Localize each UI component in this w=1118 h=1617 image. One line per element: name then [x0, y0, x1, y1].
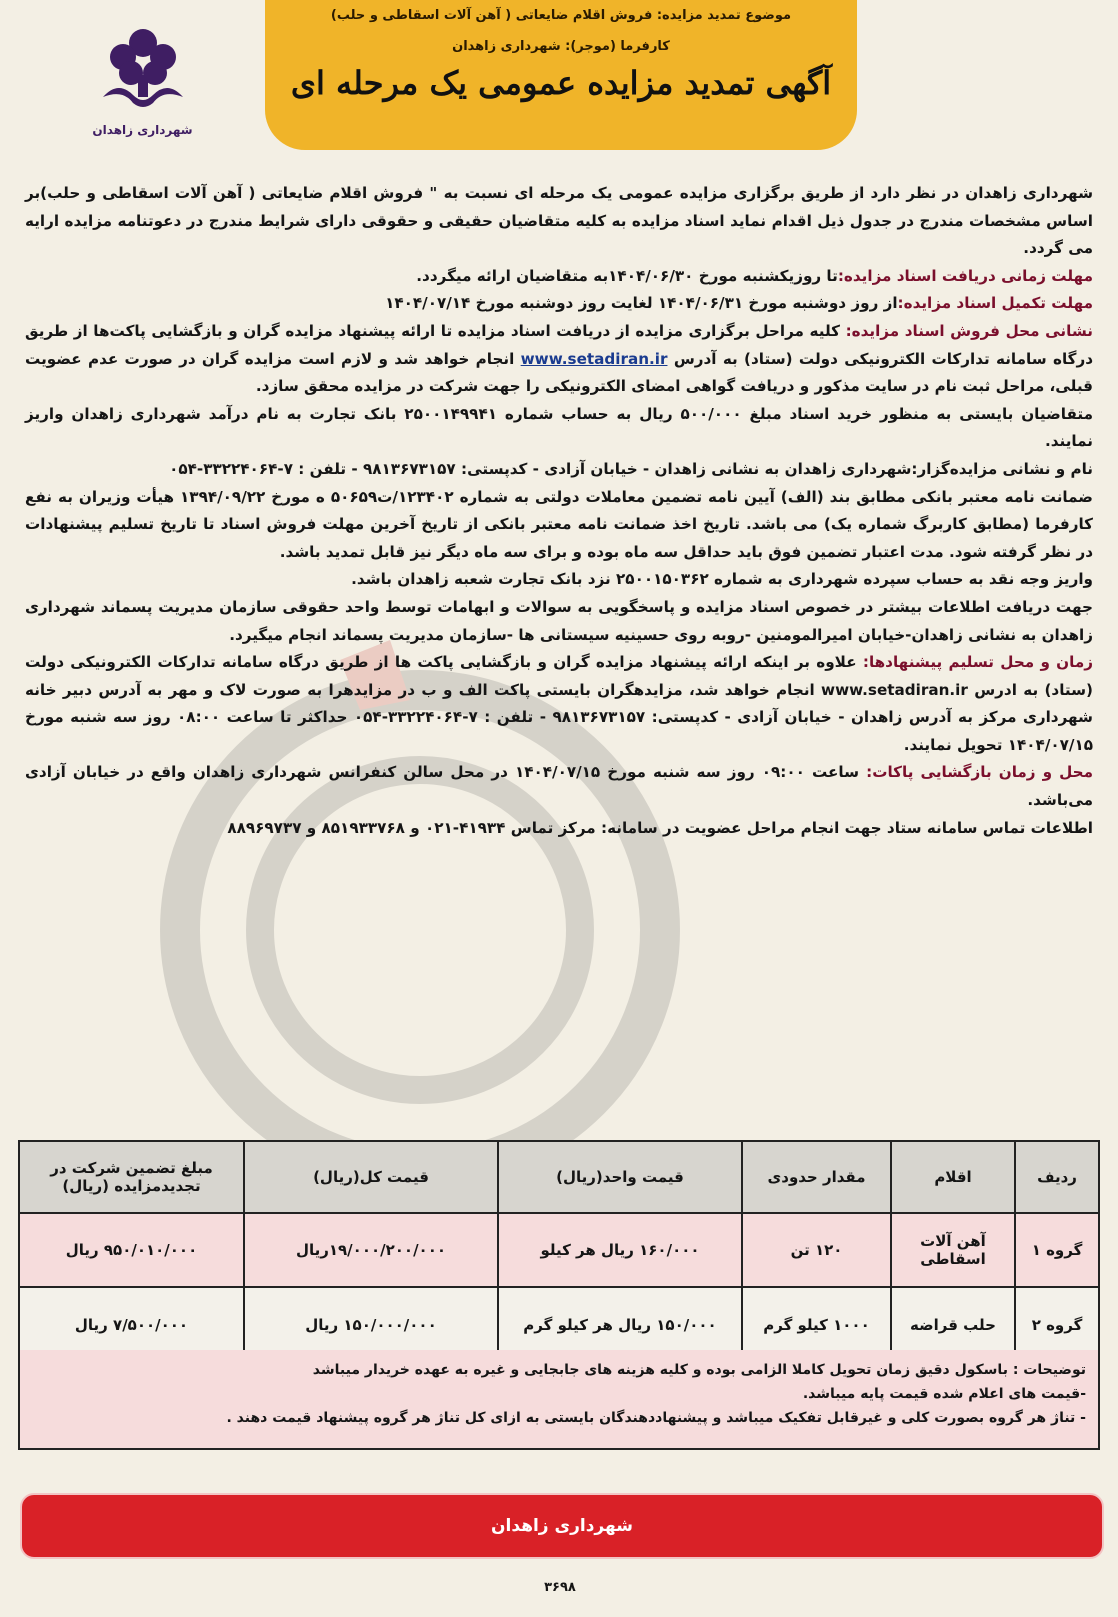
col-header-row: ردیف — [1015, 1141, 1099, 1213]
guarantee-paragraph: ضمانت نامه معتبر بانکی مطابق بند (الف) آیین نامه تضمین معاملات دولتی به شماره ۱۲۳۴۰۲/ت۵۰۶۵۹ ه مورخ ۱۳۹۴/۰۹/۲۲ هیأت وزیران به نفع کارفرما (مطابق کاربرگ شماره یک) می باشد. تاریخ اخذ ضمانت نامه معتبر بانکی از تاریخ آخرین مهلت فروش اسناد تا تاریخ تسلیم پیشنهادات در نظر گرفته شود. مدت اعتبار تضمین فوق باید حداقل سه ماه بوده و برای سه ماه دیگر نیز قابل تمدید باشد. — [25, 487, 1093, 561]
col-header-guarantee: مبلغ تضمین شرکت در تجدیدمزایده (ریال) — [19, 1141, 244, 1213]
notes-box — [18, 1350, 1100, 1450]
col-header-quantity: مقدار حدودی — [742, 1141, 891, 1213]
sale-text-a: کلیه مراحل برگزاری مزایده از دریافت اسناد مزایده تا ارائه پیشنهاد مزایده گران و بازگشایی پاکت‌ها از طریق درگاه سامانه تدارکات الکترونیکی دولت (ستاد) به آدرس — [25, 321, 1094, 368]
auction-items-table — [18, 1140, 1100, 1364]
contact-line: اطلاعات تماس سامانه ستاد جهت انجام مراحل عضویت در سامانه: مرکز تماس ۴۱۹۳۴-۰۲۱ و ۸۵۱۹۳۳۷۶۸ و ۸۸۹۶۹۷۳۷ — [227, 818, 1093, 837]
employer-line: کارفرما (موجر): شهرداری زاهدان — [452, 39, 670, 54]
cell-unit-price: ۱۵۰/۰۰۰ ریال هر کیلو گرم — [498, 1287, 742, 1363]
cell-guarantee: ۹۵۰/۰۱۰/۰۰۰ ریال — [19, 1213, 244, 1287]
deadline-paragraph — [25, 263, 1093, 291]
ad-header — [0, 0, 1118, 165]
table-row — [19, 1213, 1099, 1287]
opening-label: محل و زمان بازگشایی پاکات: — [866, 763, 1094, 782]
cell-items: حلب قراضه — [891, 1287, 1015, 1363]
title-banner — [265, 0, 857, 150]
table-header-row — [19, 1141, 1099, 1213]
cell-row: گروه ۲ — [1015, 1287, 1099, 1363]
note-line-2: -قیمت های اعلام شده قیمت پایه میباشد. — [802, 1386, 1086, 1402]
cell-total-price: ۱۵۰/۰۰۰/۰۰۰ ریال — [244, 1287, 498, 1363]
submit-paragraph — [25, 649, 1093, 759]
col-header-unit-price: قیمت واحد(ریال) — [498, 1141, 742, 1213]
cell-quantity: ۱۰۰۰ کیلو گرم — [742, 1287, 891, 1363]
complete-label: مهلت تکمیل اسناد مزایده: — [897, 294, 1093, 313]
info-paragraph: جهت دریافت اطلاعات بیشتر در خصوص اسناد مزایده و پاسخگویی به سوالات و ابهامات توسط واحد حقوقی سازمان مدیریت پسماند شهرداری زاهدان به نشانی زاهدان-خیابان امیرالمومنین -روبه روی حسینیه سیستانی ها -سازمان مدیریت پسماند انجام میگیرد. — [25, 597, 1093, 644]
complete-paragraph — [25, 290, 1093, 318]
note-line-1: توضیحات : باسکول دقیق زمان تحویل کاملا الزامی بوده و کلیه هزینه های جابجایی و غیره به عهده خریدار میباشد — [312, 1362, 1086, 1378]
submit-label: زمان و محل تسلیم پیشنهادها: — [862, 653, 1093, 672]
ad-title: آگهی تمدید مزایده عمومی یک مرحله ای — [290, 64, 832, 102]
cell-total-price: ۱۹/۰۰۰/۲۰۰/۰۰۰ریال — [244, 1213, 498, 1287]
logo-text: شهرداری زاهدان — [92, 123, 193, 137]
sale-paragraph — [25, 318, 1093, 401]
ad-body — [25, 180, 1093, 842]
cell-unit-price: ۱۶۰/۰۰۰ ریال هر کیلو — [498, 1213, 742, 1287]
footer-bar — [20, 1493, 1104, 1559]
sale-label: نشانی محل فروش اسناد مزایده: — [845, 321, 1093, 340]
complete-text: از روز دوشنبه مورخ ۱۴۰۴/۰۶/۳۱ لغایت روز دوشنبه مورخ ۱۴۰۴/۰۷/۱۴ — [385, 294, 898, 313]
payment-paragraph: متقاضیان بایستی به منظور خرید اسناد مبلغ ۵۰۰/۰۰۰ ریال به حساب شماره ۲۵۰۰۱۴۹۹۴۱ بانک تجارت به نام درآمد شهرداری زاهدان واریز نمایند. — [25, 404, 1093, 451]
subject-line: موضوع تمدید مزایده: فروش اقلام ضایعاتی ( آهن آلات اسقاطی و حلب) — [330, 8, 792, 23]
cell-guarantee: ۷/۵۰۰/۰۰۰ ریال — [19, 1287, 244, 1363]
deadline-label: مهلت زمانی دریافت اسناد مزایده: — [837, 266, 1093, 285]
sale-text-b: انجام خواهد شد و لازم است مزایده گران در صورت عدم عضویت قبلی، مراحل ثبت نام در سایت مذکور و دریافت گواهی امضای الکترونیکی را جهت شرکت در مزایده محقق سازد. — [25, 349, 1093, 396]
col-header-total-price: قیمت کل(ریال) — [244, 1141, 498, 1213]
cell-row: گروه ۱ — [1015, 1213, 1099, 1287]
logo-emblem-icon — [93, 25, 193, 115]
opening-paragraph — [25, 759, 1093, 814]
address-paragraph: نام و نشانی مزایده‌گزار:شهرداری زاهدان به نشانی زاهدان - خیابان آزادی - کدپستی: ۹۸۱۳۶۷۳۱۵۷ - تلفن : ۷-۳۳۲۲۴۰۶۴-۰۵۴ — [169, 459, 1093, 478]
cash-paragraph: واریز وجه نقد به حساب سپرده شهرداری به شماره ۲۵۰۰۱۵۰۳۶۲ نزد بانک تجارت شعبه زاهدان باشد. — [351, 570, 1093, 589]
col-header-items: اقلام — [891, 1141, 1015, 1213]
cell-items: آهن آلات اسقاطی — [891, 1213, 1015, 1287]
opening-text: ساعت ۰۹:۰۰ روز سه شنبه مورخ ۱۴۰۴/۰۷/۱۵ در محل سالن کنفرانس شهرداری زاهدان واقع در خیابان آزادی می‌باشد. — [25, 763, 1093, 810]
intro-paragraph: شهرداری زاهدان در نظر دارد از طریق برگزاری مزایده عمومی یک مرحله ای نسبت به " فروش اقلام ضایعاتی ( آهن آلات اسقاطی و حلب)بر اساس مشخصات مندرج در جدول ذیل اقدام نماید اسناد مزایده به کلیه متقاضیان حقیقی و حقوقی دارای شرایط مندرج در دعوتنامه مزایده ارایه می گردد. — [25, 184, 1093, 258]
deadline-text: تا روزیکشنبه مورخ ۱۴۰۴/۰۶/۳۰به متقاضیان ارائه میگردد. — [416, 266, 838, 285]
submit-text: علاوه بر اینکه ارائه پیشنهاد مزایده گران و بازگشایی پاکت ها از طریق درگاه سامانه تدارکات الکترونیکی دولت (ستاد) به ادرس www.setadiran.ir انجام خواهد شد، مزایدهگران بایستی پاکت الف و ب در مزایدهرا به صورت لاک و مهر به آدرس دبیر خانه شهرداری مرکز به آدرس زاهدان - خیابان آزادی - کدپستی: ۹۸۱۳۶۷۳۱۵۷ - تلفن : ۷-۳۳۲۲۴۰۶۴-۰۵۴ حداکثر تا ساعت ۰۸:۰۰ روز سه شنبه مورخ ۱۴۰۴/۰۷/۱۵ تحویل نمایند. — [25, 653, 1093, 754]
municipality-logo — [85, 25, 200, 145]
setadiran-link[interactable]: www.setadiran.ir — [520, 349, 668, 368]
cell-quantity: ۱۲۰ تن — [742, 1213, 891, 1287]
note-line-3: - تناژ هر گروه بصورت کلی و غیرقابل تفکیک میباشد و پیشنهاددهندگان بایستی به ازای کل تناژ هر گروه پیشنهاد قیمت دهند . — [226, 1410, 1086, 1426]
page-number: ۳۶۹۸ — [544, 1580, 576, 1595]
footer-org: شهرداری زاهدان — [491, 1516, 633, 1536]
